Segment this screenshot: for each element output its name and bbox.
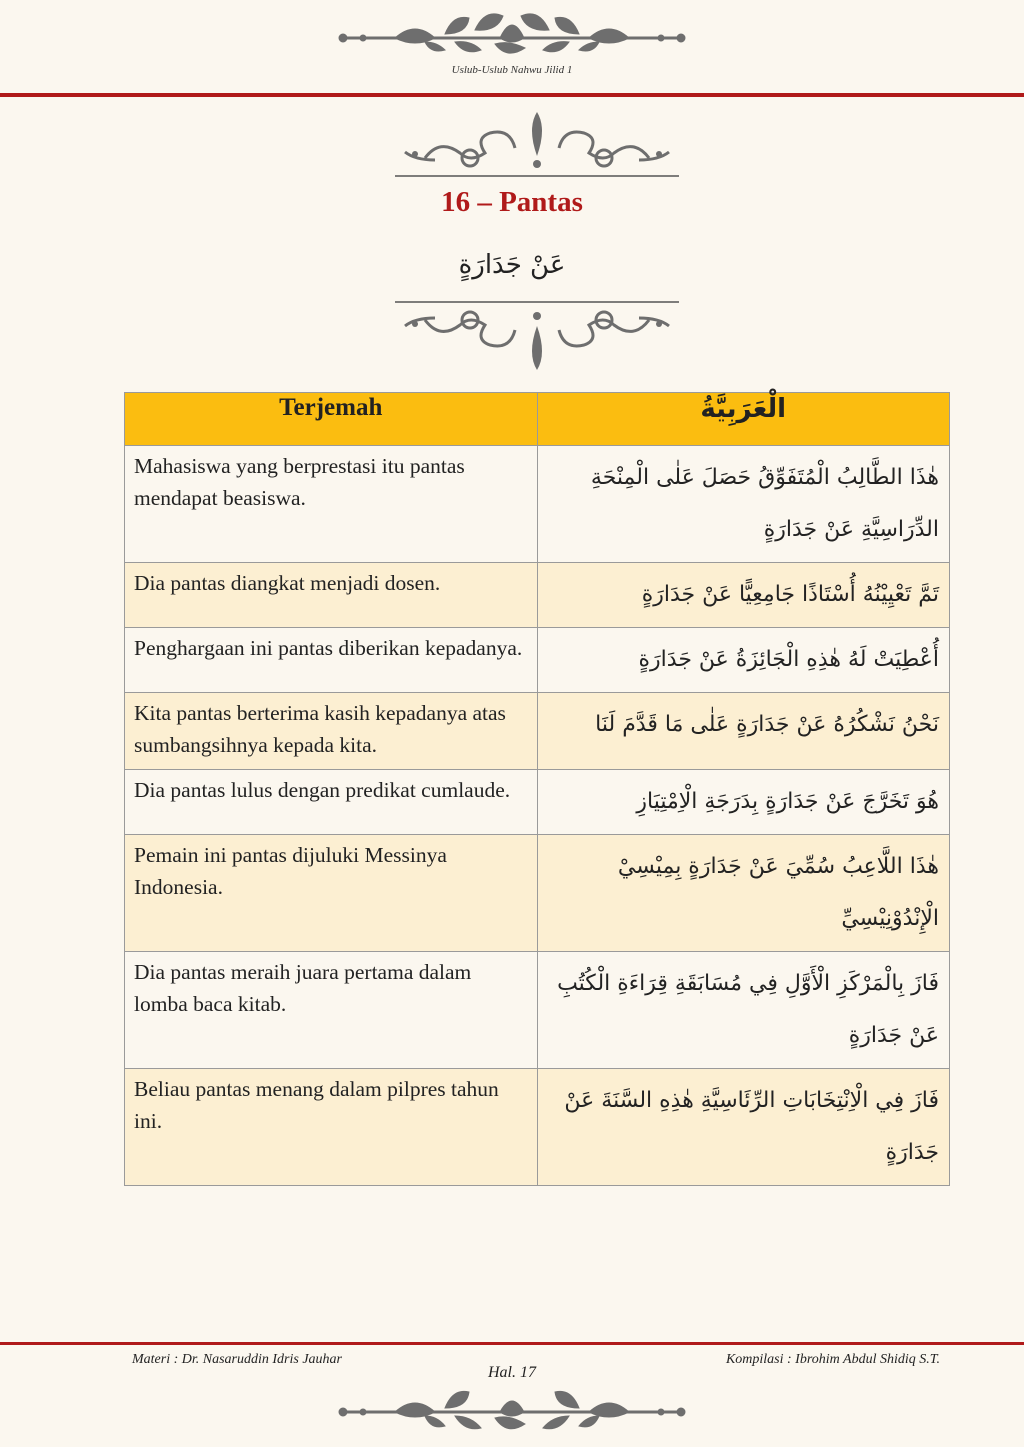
footer-materi: Materi : Dr. Nasaruddin Idris Jauhar <box>132 1352 343 1367</box>
row-arabic: نَحْنُ نَشْكُرُهُ عَنْ جَدَارَةٍ عَلٰى مَا قَدَّمَ لَنَا <box>537 693 950 770</box>
vocabulary-table <box>124 392 950 1186</box>
row-arabic: هُوَ تَخَرَّجَ عَنْ جَدَارَةٍ بِدَرَجَةِ الْاِمْتِيَازِ <box>537 770 950 835</box>
leaf-vine-ornament-top <box>335 8 689 60</box>
row-translation: Dia pantas lulus dengan predikat cumlaude. <box>125 770 538 835</box>
fleur-scroll-ornament-top <box>395 108 679 180</box>
table-row <box>125 563 950 628</box>
chapter-arabic-phrase: عَنْ جَدَارَةٍ <box>458 250 566 280</box>
table-row <box>125 446 950 563</box>
footer-kompilasi: Kompilasi : Ibrohim Abdul Shidiq S.T. <box>725 1352 940 1367</box>
chapter-title: 16 – Pantas <box>441 186 583 218</box>
row-translation: Penghargaan ini pantas diberikan kepadanya. <box>125 628 538 693</box>
leaf-vine-ornament-bottom <box>335 1386 689 1442</box>
header-translation: Terjemah <box>125 393 538 446</box>
table-row <box>125 1069 950 1186</box>
row-translation: Dia pantas diangkat menjadi dosen. <box>125 563 538 628</box>
table-row <box>125 835 950 952</box>
table-header-row <box>125 393 950 446</box>
row-translation: Mahasiswa yang berprestasi itu pantas mendapat beasiswa. <box>125 446 538 563</box>
row-arabic: أُعْطِيَتْ لَهُ هٰذِهِ الْجَائِزَةُ عَنْ جَدَارَةٍ <box>537 628 950 693</box>
row-arabic: فَازَ بِالْمَرْكَزِ الْأَوَّلِ فِي مُسَابَقَةِ قِرَاءَةِ الْكُتُبِ عَنْ جَدَارَةٍ <box>537 952 950 1069</box>
table-row <box>125 952 950 1069</box>
row-translation: Beliau pantas menang dalam pilpres tahun ini. <box>125 1069 538 1186</box>
header-arabic: الْعَرَبِيَّةُ <box>537 393 950 446</box>
table-row <box>125 693 950 770</box>
fleur-scroll-ornament-bottom <box>395 298 679 374</box>
row-translation: Pemain ini pantas dijuluki Messinya Indonesia. <box>125 835 538 952</box>
row-translation: Kita pantas berterima kasih kepadanya atas sumbangsihnya kepada kita. <box>125 693 538 770</box>
table-row <box>125 770 950 835</box>
footer-divider <box>0 1342 1024 1345</box>
row-arabic: تَمَّ تَعْيِيْنُهُ أُسْتَاذًا جَامِعِيًّا عَنْ جَدَارَةٍ <box>537 563 950 628</box>
page-number: Hal. 17 <box>488 1364 536 1381</box>
row-arabic: فَازَ فِي الْاِنْتِخَابَاتِ الرِّئَاسِيَّةِ هٰذِهِ السَّنَةَ عَنْ جَدَارَةٍ <box>537 1069 950 1186</box>
row-arabic: هٰذَا اللَّاعِبُ سُمِّيَ عَنْ جَدَارَةٍ بِمِيْسِيْ الْإِنْدُوْنِيْسِيِّ <box>537 835 950 952</box>
header-divider <box>0 93 1024 97</box>
book-title: Uslub-Uslub Nahwu Jilid 1 <box>451 64 573 76</box>
row-arabic: هٰذَا الطَّالِبُ الْمُتَفَوِّقُ حَصَلَ عَلٰى الْمِنْحَةِ الدِّرَاسِيَّةِ عَنْ جَدَارَةٍ <box>537 446 950 563</box>
row-translation: Dia pantas meraih juara pertama dalam lomba baca kitab. <box>125 952 538 1069</box>
table-row <box>125 628 950 693</box>
